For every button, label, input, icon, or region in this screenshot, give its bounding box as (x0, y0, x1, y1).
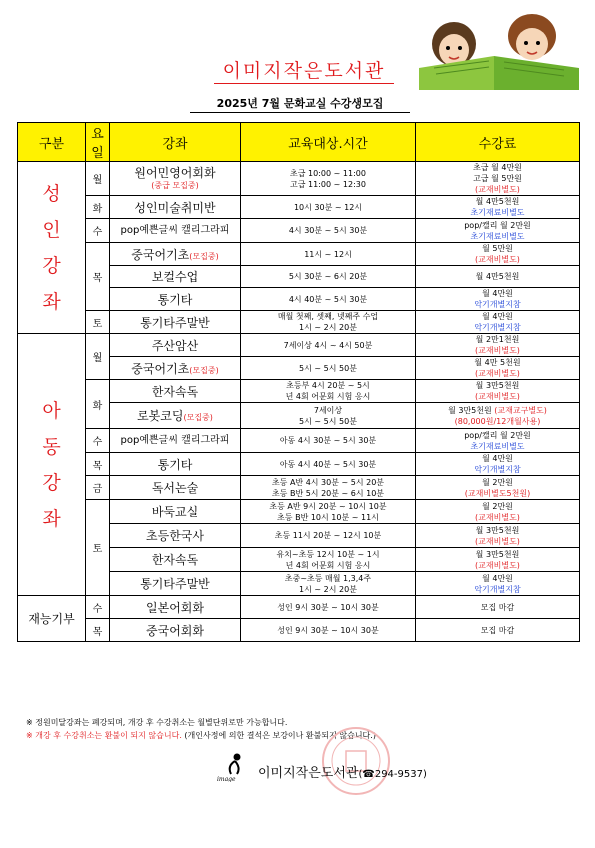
table-row (18, 311, 580, 334)
day-cell: 화 (86, 380, 110, 429)
fee-line: (교재비별도5천원) (464, 488, 531, 498)
time-line: 유치~초등 12시 10분 ~ 1시 (276, 549, 380, 559)
fee-line: 모집 마감 (480, 625, 515, 635)
course-name: pop예쁜글씨 캘리그라피 (120, 435, 230, 446)
fee-cell (416, 476, 580, 500)
course-name: 주산암산 (151, 338, 199, 353)
time-cell (241, 380, 416, 403)
fee-line: 월 4만5천원 (475, 197, 520, 206)
time-cell (241, 500, 416, 524)
page-subtitle: 2025년 7월 문화교실 수강생모집 (216, 97, 384, 110)
col-header-time: 교육대상.시간 (241, 123, 416, 162)
title-underline (214, 83, 394, 84)
time-line: 1시 ~ 2시 20분 (299, 584, 357, 594)
fee-line: 월 4만원 (482, 454, 513, 463)
time-line: 초등부 4시 20분 ~ 5시 (286, 381, 370, 390)
fee-line: 악기개별지참 (474, 323, 521, 332)
time-line: 성인 9시 30분 ~ 10시 30분 (277, 602, 379, 612)
fee-line: 악기개별지참 (474, 300, 521, 309)
fee-cell (416, 524, 580, 548)
fee-cell (416, 266, 580, 288)
table-header-row (18, 123, 580, 162)
table-row (18, 429, 580, 453)
time-line: 초등 B반 5시 20분 ~ 6시 10분 (271, 488, 385, 498)
library-seal-stamp (320, 725, 392, 797)
fee-cell (416, 596, 580, 619)
table-row (18, 476, 580, 500)
time-line: 11시 ~ 12시 (304, 249, 352, 259)
time-line: 5시 ~ 5시 50분 (299, 416, 357, 426)
fee-cell (416, 500, 580, 524)
course-cell (110, 403, 241, 429)
time-cell (241, 596, 416, 619)
time-cell (241, 572, 416, 596)
time-cell (241, 311, 416, 334)
fee-line: (80,000원/12개월사용) (454, 416, 541, 426)
time-cell (241, 334, 416, 357)
fee-cell (416, 619, 580, 642)
fee-line: 고급 월 5만원 (473, 174, 522, 183)
library-title: 이미지작은도서관 (222, 60, 386, 82)
col-header-fee: 수강료 (416, 123, 580, 162)
course-cell (110, 357, 241, 380)
fee-line: (교재비별도) (475, 369, 520, 378)
table-row (18, 596, 580, 619)
fee-line: 월 3만5천원 (475, 381, 520, 390)
time-cell (241, 219, 416, 243)
course-cell (110, 548, 241, 572)
time-cell (241, 266, 416, 288)
fee-extra: (교재교구별도) (494, 405, 547, 415)
course-note: (모집중) (189, 365, 219, 375)
time-line: 매월 첫째, 셋째, 넷째주 수업 (277, 312, 379, 321)
time-line: 5시 ~ 5시 50분 (299, 363, 357, 373)
class-schedule-table (17, 122, 580, 642)
course-cell (110, 429, 241, 453)
fee-line: pop/캘리 월 2만원 (464, 430, 531, 440)
fee-cell (416, 380, 580, 403)
day-cell: 목 (86, 619, 110, 642)
fee-cell (416, 453, 580, 476)
time-line: 4시 30분 ~ 5시 30분 (288, 226, 368, 235)
fee-cell (416, 196, 580, 219)
day-cell: 화 (86, 196, 110, 219)
course-name: 바둑교실 (151, 505, 199, 519)
fee-line: 월 3만5천원 (475, 525, 520, 535)
col-header-day: 요일 (86, 123, 110, 162)
course-cell (110, 453, 241, 476)
day-cell: 월 (86, 334, 110, 380)
course-name: 한자속독 (151, 384, 199, 399)
course-note: (중급 모집중) (151, 181, 199, 190)
table-row (18, 219, 580, 243)
time-line: 7세이상 4시 ~ 4시 50분 (283, 340, 373, 350)
fee-cell (416, 357, 580, 380)
fee-cell (416, 429, 580, 453)
time-cell (241, 548, 416, 572)
course-name: 일본어회화 (146, 600, 204, 615)
course-cell (110, 162, 241, 196)
time-line: 성인 9시 30분 ~ 10시 30분 (277, 625, 379, 635)
table-row (18, 243, 580, 266)
time-cell (241, 524, 416, 548)
fee-cell (416, 162, 580, 196)
fee-line (416, 405, 579, 416)
course-name: 로봇코딩 (137, 409, 184, 423)
course-name: pop예쁜글씨 캘리그라피 (120, 225, 230, 236)
fee-line: pop/캘리 월 2만원 (464, 220, 531, 230)
course-name: 중국어기초 (131, 247, 190, 262)
library-logo-icon (215, 752, 251, 782)
fee-cell (416, 334, 580, 357)
course-cell (110, 243, 241, 266)
time-line: 5시 30분 ~ 6시 20분 (288, 272, 368, 281)
fee-line: (교재비별도) (475, 255, 520, 264)
course-cell (110, 572, 241, 596)
time-cell (241, 429, 416, 453)
fee-line: 악기개별지참 (474, 584, 521, 594)
fee-cell (416, 548, 580, 572)
time-cell (241, 288, 416, 311)
time-line: 초급 10:00 ~ 11:00 (290, 168, 366, 178)
course-name: 통기타 (157, 457, 193, 472)
fee-line: 월 4만 5천원 (474, 358, 521, 367)
table-row (18, 334, 580, 357)
fee-amount: 월 3만5천원 (448, 405, 495, 415)
course-name: 독서논술 (151, 481, 199, 495)
note-2-detail: (개인사정에 의한 결석은 보강이나 환불되지 않습니다.) (181, 731, 376, 740)
fee-line: 악기개별지참 (474, 465, 521, 474)
fee-line: (교재비별도) (475, 560, 520, 570)
day-cell: 토 (86, 500, 110, 596)
fee-cell (416, 572, 580, 596)
time-line: 초등 B반 10시 10분 ~ 11시 (277, 512, 379, 522)
time-cell (241, 403, 416, 429)
fee-cell (416, 243, 580, 266)
fee-line: (교재비별도) (475, 392, 520, 401)
fee-line: 초기재료비별도 (470, 208, 525, 217)
note-2-warning: ※ 개강 후 수강취소는 환불이 되지 않습니다. (26, 731, 182, 740)
course-name: 통기타주말반 (140, 315, 210, 330)
course-cell (110, 380, 241, 403)
fee-cell (416, 403, 580, 429)
time-line: 10시 30분 ~ 12시 (293, 202, 363, 212)
time-cell (241, 476, 416, 500)
fee-line: (교재비별도) (475, 346, 520, 355)
time-line: 7세이상 (313, 405, 343, 415)
course-name: 한자속독 (151, 553, 199, 567)
fee-line: (교재비별도) (475, 536, 520, 546)
table-body (18, 162, 580, 642)
fee-line: (교재비별도) (475, 512, 520, 522)
fee-line: 월 3만5천원 (475, 549, 520, 559)
day-cell: 목 (86, 453, 110, 476)
course-cell (110, 266, 241, 288)
fee-line: 월 4만원 (482, 573, 513, 583)
course-cell (110, 288, 241, 311)
category-cell-gift: 재능기부 (18, 596, 86, 642)
fee-line: 초기재료비별도 (470, 231, 525, 241)
course-name: 통기타주말반 (140, 577, 210, 591)
table-row (18, 453, 580, 476)
fee-line: (교재비별도) (475, 185, 520, 194)
course-name: 초등한국사 (146, 529, 204, 543)
footer-library-name (258, 762, 427, 781)
fee-line: 초급 월 4만원 (473, 163, 522, 172)
course-name: 통기타 (157, 292, 193, 307)
footer-name-text: 이미지작은도서관 (258, 766, 359, 781)
course-name: 중국어기초 (131, 361, 190, 376)
course-note: (모집중) (183, 413, 213, 422)
time-line: 아동 4시 40분 ~ 5시 30분 (279, 459, 377, 469)
table-row (18, 380, 580, 403)
note-1: ※ 정원미달강좌는 폐강되며, 개강 후 수강취소는 월별단위로만 가능합니다. (26, 718, 288, 727)
course-cell (110, 219, 241, 243)
day-cell: 월 (86, 162, 110, 196)
fee-line: 월 4만원 (482, 312, 513, 321)
fee-line: 월 2만원 (482, 501, 513, 511)
fee-line: 월 4만5천원 (475, 272, 520, 281)
fee-line: 월 4만원 (482, 289, 513, 298)
time-line: 초등 11시 20분 ~ 12시 10분 (274, 531, 382, 540)
course-name: 중국어회화 (146, 623, 204, 638)
col-header-category: 구분 (18, 123, 86, 162)
time-cell (241, 162, 416, 196)
fee-cell (416, 311, 580, 334)
col-header-course: 강좌 (110, 123, 241, 162)
footer-phone: (☎294-9537) (358, 769, 427, 780)
day-cell: 수 (86, 219, 110, 243)
day-cell: 수 (86, 429, 110, 453)
time-line: 년 4회 어문회 시험 응시 (285, 392, 371, 401)
fee-line: 초기재료비별도 (470, 441, 525, 451)
course-name: 원어민영어회화 (134, 166, 216, 180)
time-cell (241, 243, 416, 266)
day-cell: 토 (86, 311, 110, 334)
time-cell (241, 357, 416, 380)
course-cell (110, 311, 241, 334)
day-cell: 금 (86, 476, 110, 500)
fee-cell (416, 288, 580, 311)
time-line: 아동 4시 30분 ~ 5시 30분 (279, 436, 377, 445)
category-cell-kids: 아 동 강 좌 (18, 334, 86, 596)
course-cell (110, 524, 241, 548)
time-cell (241, 196, 416, 219)
course-cell (110, 500, 241, 524)
course-name: 성인미술취미반 (134, 200, 216, 215)
table-row (18, 619, 580, 642)
day-cell: 수 (86, 596, 110, 619)
course-cell (110, 619, 241, 642)
time-cell (241, 453, 416, 476)
course-note: (모집중) (189, 251, 219, 261)
course-name: 보컬수업 (151, 270, 199, 284)
subtitle-underline (190, 112, 410, 113)
course-cell (110, 596, 241, 619)
table-row (18, 500, 580, 524)
table-row (18, 162, 580, 196)
table-row (18, 196, 580, 219)
time-line: 년 4회 어문회 시험 응시 (285, 560, 371, 570)
time-line: 4시 40분 ~ 5시 30분 (288, 294, 368, 304)
fee-line: 모집 마감 (480, 602, 515, 612)
day-cell: 목 (86, 243, 110, 311)
course-cell (110, 196, 241, 219)
logo-caption: image (217, 776, 236, 782)
fee-line: 월 5만원 (482, 244, 513, 253)
time-line: 고급 11:00 ~ 12:30 (290, 179, 366, 189)
course-cell (110, 334, 241, 357)
fee-line: 월 2만원 (482, 477, 513, 487)
time-line: 1시 ~ 2시 20분 (299, 323, 357, 332)
time-line: 초중~초등 매월 1,3,4주 (284, 573, 372, 583)
time-line: 초등 A반 4시 30분 ~ 5시 20분 (271, 477, 385, 487)
time-cell (241, 619, 416, 642)
fee-line: 월 2만1천원 (475, 335, 520, 344)
category-cell-adult: 성 인 강 좌 (18, 162, 86, 334)
time-line: 초등 A반 9시 20분 ~ 10시 10분 (269, 501, 387, 511)
course-cell (110, 476, 241, 500)
children-reading-illustration (414, 6, 584, 90)
fee-cell (416, 219, 580, 243)
